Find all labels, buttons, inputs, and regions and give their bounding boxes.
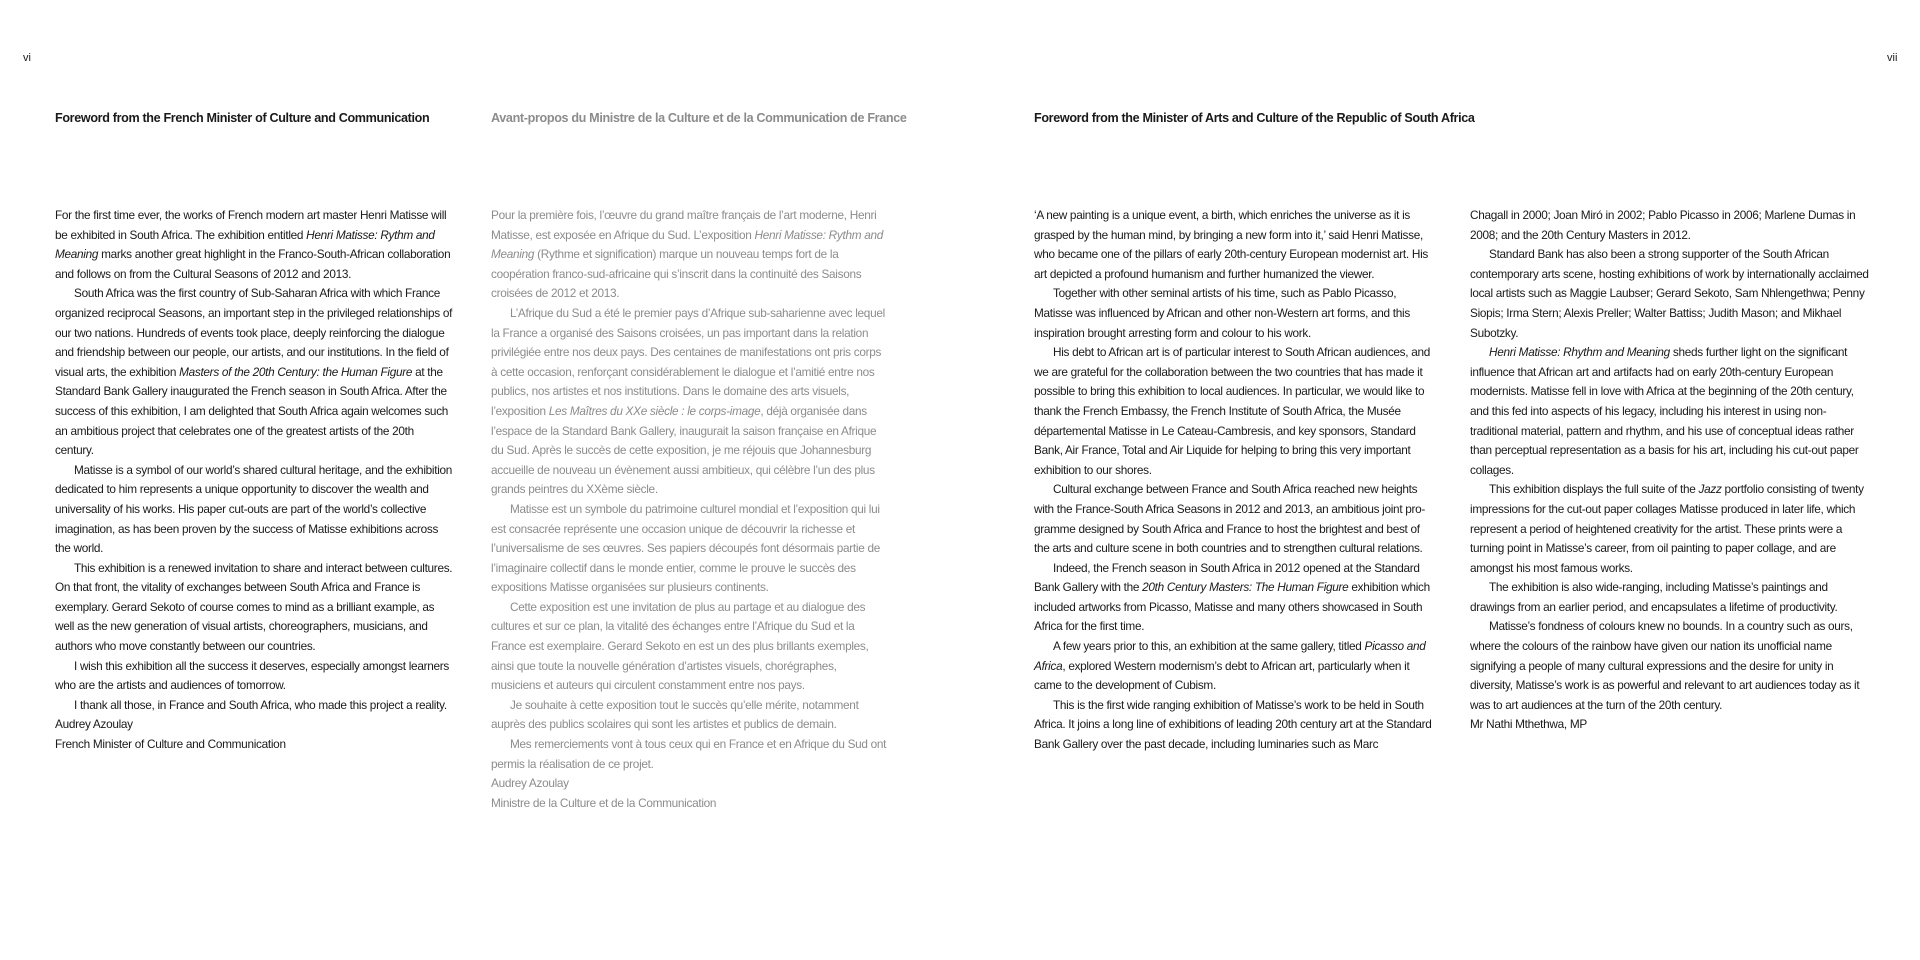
heading-french-minister-en: Foreword from the French Minister of Culture and Communication	[55, 111, 430, 125]
signature-name: Audrey Azoulay	[491, 776, 569, 791]
paragraph: Henri Matisse: Rhythm and Meaning sheds further light on the significant influence that African art and artifacts had on early 20th-century European modernists. Matisse fell in love with Africa at the beginning of the 20th century, and this fed into aspects of his legacy, including his interest in using non-traditional material, pattern and rhythm, and his use of conceptual ideas rather than perceptual representation as a basis for his art, including his cut-out paper collages.	[1470, 345, 1859, 477]
paragraph: Mes remerciements vont à tous ceux qui en France et en Afrique du Sud ont permis la réalisation de ce projet.	[491, 737, 887, 771]
paragraph: Matisse’s fondness of colours knew no bounds. In a country such as ours, where the colours of the rainbow have given our nation its unofficial name signifying a people of many cultural expressions and the desire for unity in diversity, Matisse’s work is as powerful and relevant to art audiences today as it was to art audiences at the turn of the 20th century.	[1470, 619, 1860, 712]
heading-sa-minister: Foreword from the Minister of Arts and Culture of the Republic of South Africa	[1034, 111, 1475, 125]
paragraph: This exhibition displays the full suite of the Jazz portfolio consisting of twenty impressions for the cut-out paper collages Matisse produced in later life, which represent a period of heightened creativity for the artist. These prints were a turning point in Matisse’s career, from oil painting to paper collage, and are amongst his most famous works.	[1470, 482, 1864, 575]
paragraph: L’Afrique du Sud a été le premier pays d’Afrique sub-saharienne avec lequel la France a organisé des Saisons croisées, un pas important dans la relation privilégiée entre nos deux pays. Des centaines de manifestations ont pris corps à cette occasion, renforçant considérablement le dialogue et l’amitié entre nos publics, nos artistes et nos institutions. Dans le domaine des arts visuels, l’exposition Les Maîtres du XXe siècle : le corps-image, déjà organisée dans l’espace de la Standard Bank Gallery, inaugurait la saison française en Afrique du Sud. Après le succès de cette exposition, je me réjouis que Johannesburg accueille de nouveau un évènement aussi ambitieux, qui célèbre l’un des plus grands peintres du XXème siècle.	[491, 305, 885, 497]
page-number-right: vii	[1887, 52, 1898, 64]
paragraph: Pour la première fois, l’œuvre du grand maître français de l’art moderne, Henri Matisse, est exposée en Afrique du Sud. L’exposition Henri Matisse: Rythm and Meaning (Rythme et signification) marque un nouveau temps fort de la coopération franco-sud-africaine qui s’inscrit dans la continuité des Saisons croisées de 2012 et 2013.	[491, 208, 883, 301]
paragraph: The exhibition is also wide-ranging, including Matisse’s paintings and drawings from an earlier period, and encapsulates a lifetime of productivity.	[1470, 580, 1838, 614]
paragraph: I wish this exhibition all the success it deserves, especially amongst learners who are the artists and audiences of tomorrow.	[55, 658, 449, 693]
paragraph: A few years prior to this, an exhibition at the same gallery, titled Picasso and Africa, explored Western modernism’s debt to African art, particularly when it came to the development of Cubism.	[1034, 639, 1426, 693]
paragraph: South Africa was the first country of Sub-Saharan Africa with which France organized reciprocal Seasons, an important step in the privileged relationships of our two nations. Hundreds of events took place, deeply reinforcing the dialogue and friendship between our people, our artists, and our institutions. In the field of visual arts, the exhibition Masters of the 20th Century: the Human Figure at the Standard Bank Gallery inaugurated the French season in South Africa. After the success of this exhibition, I am delighted that South Africa again welcomes such an ambitious project that celebrates one of the greatest artists of the 20th century.	[55, 286, 453, 458]
paragraph: ‘A new painting is a unique event, a birth, which enriches the universe as it is grasped by the human mind, by bringing a new form into it,’ said Henri Matisse, who became one of the pillars of early 20th-century European modernist art. His art depicted a profound humanism and further humanized the viewer.	[1034, 208, 1428, 281]
heading-french-minister-fr: Avant-propos du Ministre de la Culture et de la Communication de France	[491, 111, 907, 125]
signature-name: Mr Nathi Mthethwa, MP	[1470, 717, 1587, 732]
paragraph: I thank all those, in France and South Africa, who made this project a reality.	[74, 697, 447, 712]
paragraph: This is the first wide ranging exhibition of Matisse’s work to be held in South Africa. It joins a long line of exhibitions of leading 20th century art at the Standard Bank Gallery over the past decade, including luminaries such as Marc	[1034, 697, 1432, 752]
foreword-sa-column-2	[1470, 206, 1870, 735]
signature-name: Audrey Azoulay	[55, 717, 133, 732]
paragraph: Cultural exchange between France and South Africa reached new heights with the France-South Africa Seasons in 2012 and 2013, an ambitious joint pro-gramme designed by South Africa and France to host the brightest and best of the arts and culture scene in both countries and to strengthen cultural relations.	[1034, 482, 1426, 556]
foreword-french-column	[491, 206, 889, 813]
paragraph: Indeed, the French season in South Africa in 2012 opened at the Standard Bank Gallery with the 20th Century Masters: The Human Figure exhibition which included artworks from Picasso, Matisse and many others showcased in South Africa for the first time.	[1034, 560, 1430, 634]
signature-title: Ministre de la Culture et de la Communication	[491, 795, 717, 810]
foreword-sa-column-1	[1034, 206, 1432, 755]
page-number-left: vi	[23, 52, 31, 64]
paragraph: Chagall in 2000; Joan Miró in 2002; Pablo Picasso in 2006; Marlene Dumas in 2008; and the 20th Century Masters in 2012.	[1470, 208, 1856, 242]
paragraph: Matisse is a symbol of our world’s shared cultural heritage, and the exhibition dedicated to him represents a unique opportunity to discover the wealth and universality of his works. His paper cut-outs are part of the world’s collective imagination, as has been proven by the success of Matisse exhibitions across the world.	[55, 462, 453, 556]
paragraph: Je souhaite à cette exposition tout le succès qu’elle mérite, notamment auprès des publics scolaires qui sont les artistes et publics de demain.	[491, 697, 859, 732]
paragraph: This exhibition is a renewed invitation to share and interact between cultures. On that front, the vitality of exchanges between South Africa and France is exemplary. Gerard Sekoto of course comes to mind as a brilliant example, as well as the new generation of visual artists, choreographers, musicians, and authors who move constantly between our countries.	[55, 560, 453, 654]
paragraph: For the first time ever, the works of French modern art master Henri Matisse will be exhibited in South Africa. The exhibition entitled Henri Matisse: Rythm and Meaning marks another great highlight in the Franco-South-African collaboration and follows on from the Cultural Seasons of 2012 and 2013.	[55, 208, 451, 281]
paragraph: Cette exposition est une invitation de plus au partage et au dialogue des cultures et sur ce plan, la vitalité des échanges entre l’Afrique du Sud et la France est exemplaire. Gerard Sekoto en est un des plus brillants exemples, ainsi que toute la nouvelle génération d’artistes visuels, chorégraphes, musiciens et auteurs qui circulent constamment entre nos pays.	[491, 599, 869, 693]
paragraph: Standard Bank has also been a strong supporter of the South African contemporary arts scene, hosting exhibitions of work by internationally acclaimed local artists such as Maggie Laubser; Gerard Sekoto, Sam Nhlengethwa; Penny Siopis; Irma Stern; Alexis Preller; Walter Battiss; Judith Mason; and Mikhael Subotzky.	[1470, 247, 1869, 340]
foreword-english-column	[55, 206, 453, 755]
paragraph: Together with other seminal artists of his time, such as Pablo Picasso, Matisse was influenced by African and other non-Western art forms, and this inspiration brought arresting form and colour to his work.	[1034, 286, 1410, 340]
signature-title: French Minister of Culture and Communication	[55, 737, 286, 752]
paragraph: Matisse est un symbole du patrimoine culturel mondial et l’exposition qui lui est consacrée représente une occasion unique de découvrir la richesse et l’universalisme de ses œuvres. Ses papiers découpés font désormais partie de l’imaginaire collectif dans le monde entier, comme le prouve le succès des expositions Matisse organisées sur plusieurs continents.	[491, 501, 880, 595]
paragraph: His debt to African art is of particular interest to South African audiences, and we are grateful for the collaboration between the two countries that has made it possible to bring this exhibition to local audiences. In particular, we would like to thank the French Embassy, the French Institute of South Africa, the Musée départemental Matisse in Le Cateau-Cambresis, and key sponsors, Standard Bank, Air France, Total and Air Liquide for helping to bring this very important exhibition to our shores.	[1034, 345, 1431, 477]
